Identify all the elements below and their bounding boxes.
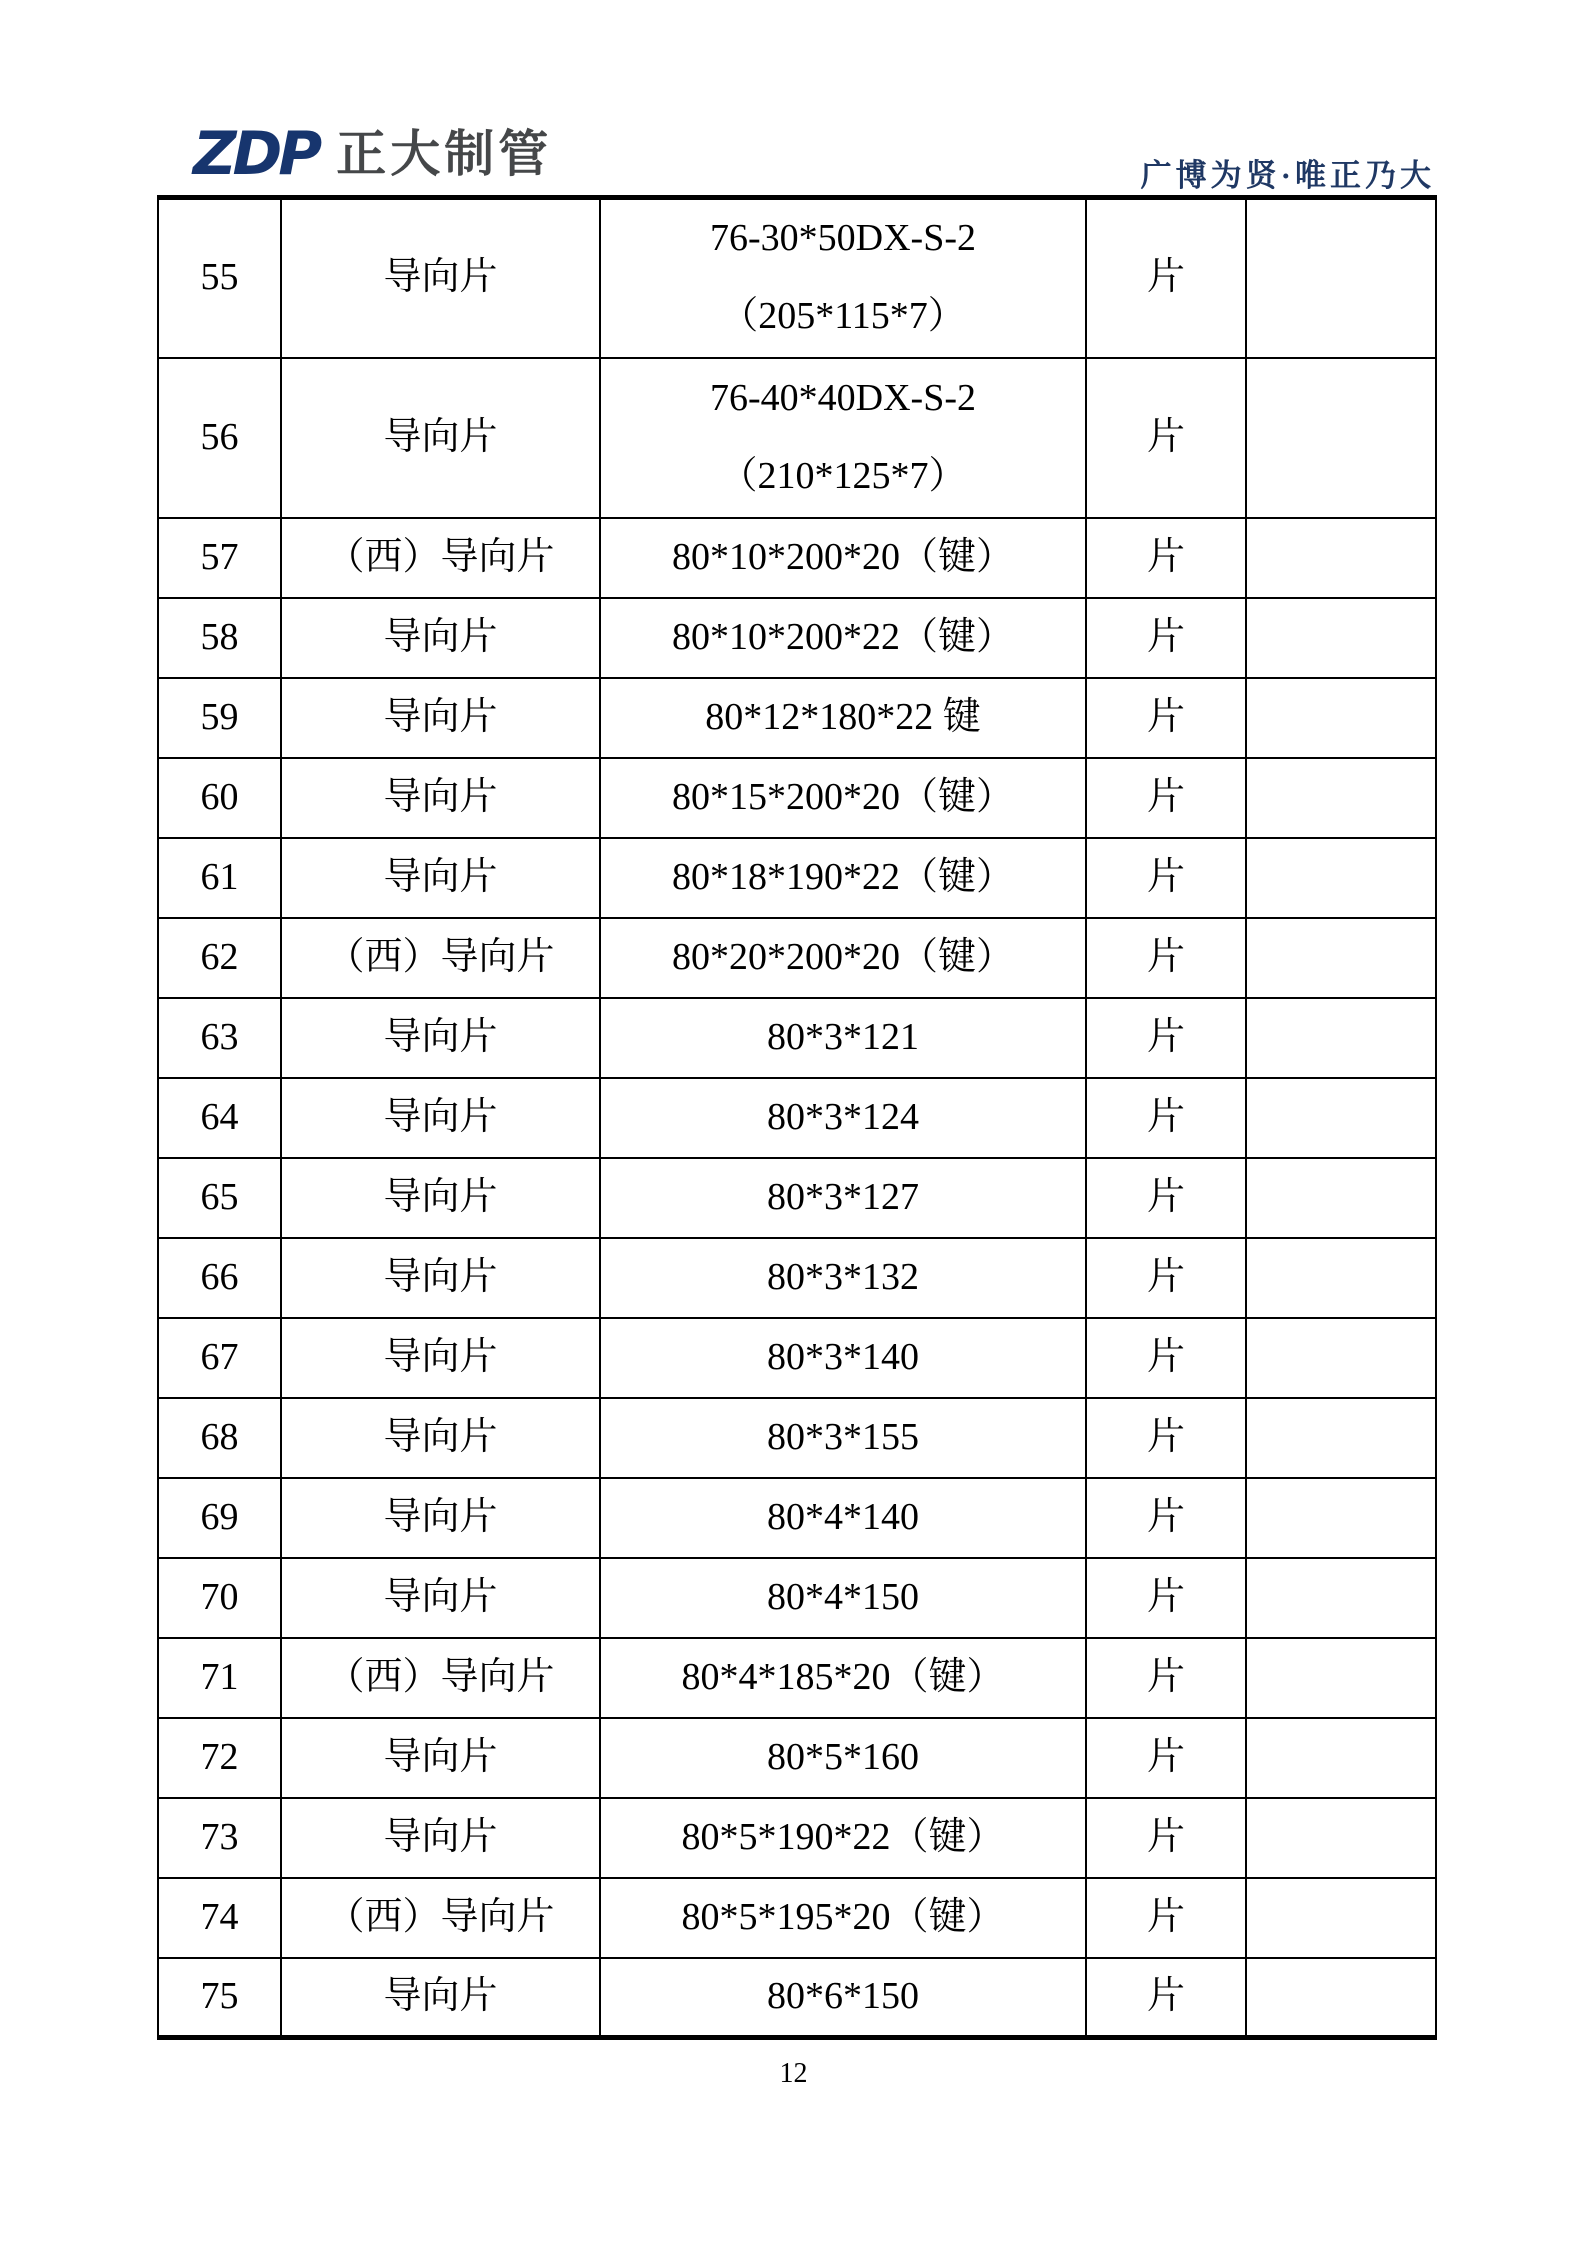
spec-content <box>601 680 1085 756</box>
spec-cell <box>600 1878 1086 1958</box>
spec-content <box>601 760 1085 836</box>
spec-cell <box>600 1638 1086 1718</box>
unit-cell: 片 <box>1086 1238 1246 1318</box>
spec-content <box>601 1320 1085 1396</box>
row-number-cell: 59 <box>158 678 281 758</box>
note-cell <box>1246 358 1436 518</box>
table-row <box>158 998 1436 1078</box>
note-cell <box>1246 918 1436 998</box>
row-number-cell: 62 <box>158 918 281 998</box>
unit-cell: 片 <box>1086 598 1246 678</box>
note-cell <box>1246 598 1436 678</box>
spec-line: 80*15*200*20（键） <box>671 775 1014 818</box>
spec-line: 80*3*140 <box>767 1335 919 1378</box>
spec-line: 80*3*121 <box>767 1015 919 1058</box>
part-name-cell: 导向片 <box>281 1718 600 1798</box>
row-number-cell: 69 <box>158 1478 281 1558</box>
row-number-cell: 70 <box>158 1558 281 1638</box>
spec-content <box>601 1240 1085 1316</box>
spec-content <box>601 600 1085 676</box>
spec-content <box>601 1720 1085 1796</box>
row-number-cell: 55 <box>158 198 281 358</box>
unit-cell: 片 <box>1086 1798 1246 1878</box>
unit-cell: 片 <box>1086 1078 1246 1158</box>
spec-line: 80*4*140 <box>767 1495 919 1538</box>
spec-cell <box>600 1398 1086 1478</box>
spec-content <box>601 1160 1085 1236</box>
spec-line: 80*3*132 <box>767 1255 919 1298</box>
note-cell <box>1246 1318 1436 1398</box>
part-name-cell: 导向片 <box>281 358 600 518</box>
spec-line: 80*3*155 <box>767 1415 919 1458</box>
part-name-cell: 导向片 <box>281 1798 600 1878</box>
spec-cell <box>600 1558 1086 1638</box>
spec-content <box>601 1560 1085 1636</box>
spec-line: 80*3*124 <box>767 1095 919 1138</box>
row-number-cell: 67 <box>158 1318 281 1398</box>
part-name-cell: 导向片 <box>281 1078 600 1158</box>
row-number-cell: 74 <box>158 1878 281 1958</box>
unit-cell: 片 <box>1086 1558 1246 1638</box>
parts-table-body <box>158 198 1436 2038</box>
spec-cell <box>600 1958 1086 2038</box>
table-row <box>158 1398 1436 1478</box>
spec-content <box>601 1800 1085 1876</box>
unit-cell: 片 <box>1086 838 1246 918</box>
spec-cell <box>600 1318 1086 1398</box>
part-name-cell: 导向片 <box>281 1158 600 1238</box>
note-cell <box>1246 678 1436 758</box>
table-row <box>158 838 1436 918</box>
table-row <box>158 518 1436 598</box>
spec-content <box>601 1640 1085 1716</box>
parts-table <box>157 195 1437 2040</box>
part-name-cell: （西）导向片 <box>281 1878 600 1958</box>
table-row <box>158 198 1436 358</box>
note-cell <box>1246 1638 1436 1718</box>
row-number-cell: 64 <box>158 1078 281 1158</box>
spec-line: （210*125*7） <box>719 454 967 497</box>
part-name-cell: 导向片 <box>281 758 600 838</box>
unit-cell: 片 <box>1086 918 1246 998</box>
note-cell <box>1246 1078 1436 1158</box>
unit-cell: 片 <box>1086 1478 1246 1558</box>
table-row <box>158 1558 1436 1638</box>
note-cell <box>1246 1878 1436 1958</box>
spec-line: 80*4*185*20（键） <box>681 1655 1005 1698</box>
note-cell <box>1246 1158 1436 1238</box>
table-row <box>158 1878 1436 1958</box>
spec-line: 80*5*190*22（键） <box>681 1815 1005 1858</box>
spec-line: 80*18*190*22（键） <box>671 855 1014 898</box>
row-number-cell: 61 <box>158 838 281 918</box>
unit-cell: 片 <box>1086 1638 1246 1718</box>
spec-line: 80*6*150 <box>767 1974 919 2017</box>
zdp-logo-text: ZDP <box>193 119 319 189</box>
note-cell <box>1246 998 1436 1078</box>
unit-cell: 片 <box>1086 1398 1246 1478</box>
spec-line: 76-40*40DX-S-2 <box>710 376 976 419</box>
table-row <box>158 598 1436 678</box>
table-row <box>158 358 1436 518</box>
spec-line: 80*20*200*20（键） <box>671 935 1014 978</box>
part-name-cell: 导向片 <box>281 198 600 358</box>
spec-cell <box>600 598 1086 678</box>
note-cell <box>1246 838 1436 918</box>
part-name-cell: 导向片 <box>281 998 600 1078</box>
note-cell <box>1246 758 1436 838</box>
unit-cell: 片 <box>1086 1878 1246 1958</box>
spec-cell <box>600 758 1086 838</box>
part-name-cell: （西）导向片 <box>281 518 600 598</box>
unit-cell: 片 <box>1086 678 1246 758</box>
spec-cell <box>600 1718 1086 1798</box>
spec-cell <box>600 518 1086 598</box>
part-name-cell: 导向片 <box>281 1958 600 2038</box>
part-name-cell: 导向片 <box>281 1398 600 1478</box>
part-name-cell: 导向片 <box>281 1318 600 1398</box>
note-cell <box>1246 1478 1436 1558</box>
table-row <box>158 1798 1436 1878</box>
row-number-cell: 73 <box>158 1798 281 1878</box>
table-row <box>158 918 1436 998</box>
spec-content <box>601 200 1085 356</box>
unit-cell: 片 <box>1086 518 1246 598</box>
company-name: 正大制管 <box>336 125 553 183</box>
table-row <box>158 1718 1436 1798</box>
unit-cell: 片 <box>1086 1958 1246 2038</box>
table-row <box>158 1478 1436 1558</box>
unit-cell: 片 <box>1086 1718 1246 1798</box>
company-logo <box>193 119 553 189</box>
spec-cell <box>600 198 1086 358</box>
table-row <box>158 1238 1436 1318</box>
row-number-cell: 58 <box>158 598 281 678</box>
spec-cell <box>600 838 1086 918</box>
unit-cell: 片 <box>1086 758 1246 838</box>
spec-cell <box>600 1798 1086 1878</box>
row-number-cell: 60 <box>158 758 281 838</box>
table-row <box>158 678 1436 758</box>
spec-line: 80*5*195*20（键） <box>681 1895 1005 1938</box>
spec-content <box>601 1959 1085 2035</box>
spec-line: 80*3*127 <box>767 1175 919 1218</box>
spec-cell <box>600 1078 1086 1158</box>
spec-content <box>601 920 1085 996</box>
spec-cell <box>600 358 1086 518</box>
note-cell <box>1246 1798 1436 1878</box>
spec-cell <box>600 678 1086 758</box>
spec-line: 80*4*150 <box>767 1575 919 1618</box>
unit-cell: 片 <box>1086 1318 1246 1398</box>
spec-content <box>601 1000 1085 1076</box>
row-number-cell: 75 <box>158 1958 281 2038</box>
row-number-cell: 63 <box>158 998 281 1078</box>
note-cell <box>1246 198 1436 358</box>
row-number-cell: 72 <box>158 1718 281 1798</box>
page-number: 12 <box>779 2058 808 2089</box>
note-cell <box>1246 1558 1436 1638</box>
table-row <box>158 1958 1436 2038</box>
unit-cell: 片 <box>1086 998 1246 1078</box>
part-name-cell: （西）导向片 <box>281 918 600 998</box>
table-row <box>158 758 1436 838</box>
spec-line: 80*10*200*20（键） <box>671 535 1014 578</box>
spec-content <box>601 840 1085 916</box>
unit-cell: 片 <box>1086 1158 1246 1238</box>
part-name-cell: 导向片 <box>281 598 600 678</box>
unit-cell: 片 <box>1086 198 1246 358</box>
part-name-cell: 导向片 <box>281 1478 600 1558</box>
spec-cell <box>600 918 1086 998</box>
note-cell <box>1246 518 1436 598</box>
spec-line: 80*12*180*22 键 <box>705 695 981 738</box>
spec-content <box>601 1080 1085 1156</box>
spec-content <box>601 1400 1085 1476</box>
note-cell <box>1246 1238 1436 1318</box>
spec-cell <box>600 1478 1086 1558</box>
spec-cell <box>600 998 1086 1078</box>
spec-line: （205*115*7） <box>720 295 966 338</box>
note-cell <box>1246 1718 1436 1798</box>
table-row <box>158 1158 1436 1238</box>
part-name-cell: 导向片 <box>281 1238 600 1318</box>
part-name-cell: （西）导向片 <box>281 1638 600 1718</box>
row-number-cell: 66 <box>158 1238 281 1318</box>
spec-content <box>601 360 1085 516</box>
spec-cell <box>600 1158 1086 1238</box>
header-slogan: 广博为贤·唯正乃大 <box>1140 158 1435 193</box>
table-row <box>158 1638 1436 1718</box>
unit-cell: 片 <box>1086 358 1246 518</box>
note-cell <box>1246 1398 1436 1478</box>
row-number-cell: 71 <box>158 1638 281 1718</box>
spec-content <box>601 1880 1085 1956</box>
row-number-cell: 56 <box>158 358 281 518</box>
spec-line: 76-30*50DX-S-2 <box>710 217 976 260</box>
spec-line: 80*10*200*22（键） <box>671 615 1014 658</box>
table-row <box>158 1318 1436 1398</box>
row-number-cell: 65 <box>158 1158 281 1238</box>
spec-cell <box>600 1238 1086 1318</box>
spec-content <box>601 1480 1085 1556</box>
row-number-cell: 68 <box>158 1398 281 1478</box>
spec-line: 80*5*160 <box>767 1735 919 1778</box>
part-name-cell: 导向片 <box>281 678 600 758</box>
part-name-cell: 导向片 <box>281 1558 600 1638</box>
row-number-cell: 57 <box>158 518 281 598</box>
table-row <box>158 1078 1436 1158</box>
note-cell <box>1246 1958 1436 2038</box>
part-name-cell: 导向片 <box>281 838 600 918</box>
spec-content <box>601 520 1085 596</box>
